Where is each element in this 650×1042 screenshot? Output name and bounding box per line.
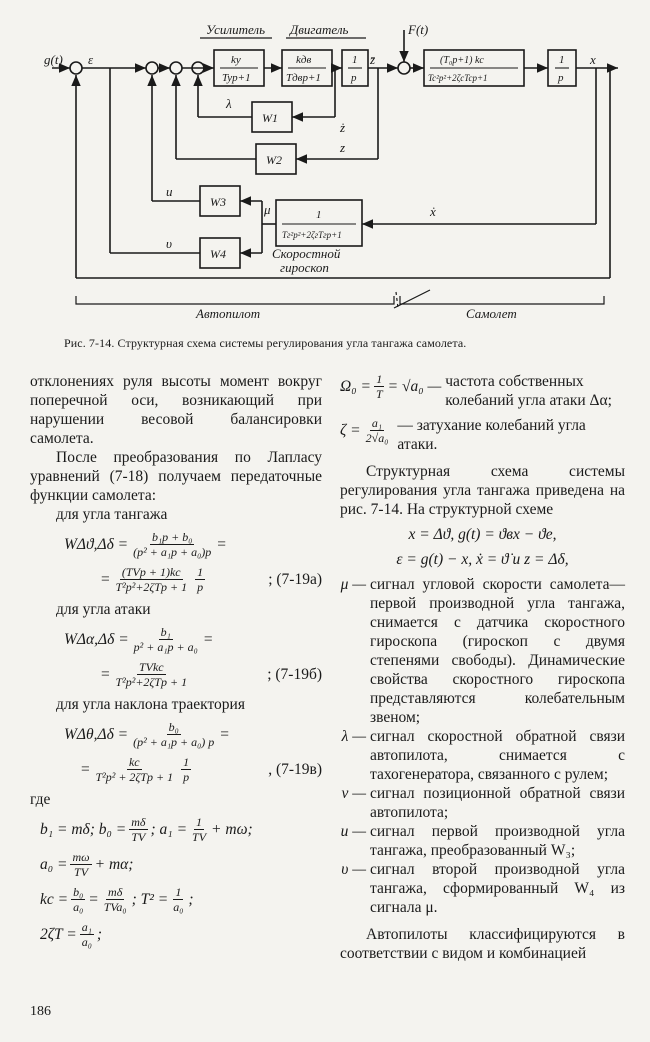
signal-z-bar: z̄ <box>370 52 376 67</box>
svg-text:Tдвp+1: Tдвp+1 <box>286 72 321 84</box>
autopilot-label: Автопилот <box>196 306 261 321</box>
subheading: для угла тангажа <box>56 506 168 523</box>
paragraph: отклонениях руля высоты момент вокруг поперечной оси, возникающий при нарушении весовой балансировки самолета. <box>30 373 322 447</box>
sum-junction-2 <box>146 62 158 74</box>
signal-eps: ε <box>88 52 94 67</box>
svg-text:W4: W4 <box>210 247 226 261</box>
subheading: для угла наклона траектория <box>56 696 245 713</box>
figure-caption: Рис. 7-14. Структурная схема системы регулирования угла тангажа самолета. <box>64 336 467 350</box>
coeff-line-2: a₀ = $\frac{m\omega}{TV}$ + mα; <box>40 850 134 879</box>
block-diagram <box>0 0 650 335</box>
signal-u: u <box>166 184 173 199</box>
signal-mu: μ <box>264 202 271 217</box>
paragraph: Структурная схема системы регулирования угла тангажа приведена на рис. 7-14. На структурной схеме <box>340 463 625 518</box>
notation-line-2: ε = g(t) − x, ẋ = ϑ̇ и z = Δδ, <box>396 551 569 568</box>
notation-line-1: x = Δϑ, g(t) = ϑвх − ϑе, <box>408 526 557 543</box>
where-label: где <box>30 791 51 808</box>
definition-nu: ν — сигнал позиционной обратной связи автопилота; <box>341 785 625 821</box>
sum-junction-1 <box>70 62 82 74</box>
airplane-label: Самолет <box>466 306 517 321</box>
definition-u: u — сигнал первой производной угла тангажа, преобразованный W₃; <box>340 823 625 859</box>
svg-text:W3: W3 <box>210 195 226 209</box>
svg-text:1: 1 <box>316 209 322 221</box>
sum-junction-5 <box>398 62 410 74</box>
definition-upsilon: υ — сигнал второй производной угла тангажа, сформированный W₄ из сигнала μ. <box>341 861 625 916</box>
amplifier-label: Усилитель <box>206 22 265 37</box>
page-number: 186 <box>30 1004 51 1019</box>
signal-F: F(t) <box>408 22 429 37</box>
omega-definition: Ω₀ = $\frac{1}{T}$ = √a₀ — частота собственных колебаний угла атаки Δα; <box>340 372 612 409</box>
svg-text:Tг²p²+2ζгTгp+1: Tг²p²+2ζгTгp+1 <box>282 230 342 240</box>
definition-lambda: λ — сигнал скоростной обратной связи автопилота, снимается с тахогенератора, связанного с рулем; <box>341 728 625 783</box>
equation-number: ; (7-19а) <box>268 571 322 588</box>
paragraph: После преобразования по Лапласу уравнений (7-18) получаем передаточные функции самолета: <box>30 449 322 504</box>
signal-x: x <box>590 52 596 67</box>
equation-7-19b-2: = $\frac{\text{TVkc}}{\text{T²p²+2ζTp + 1}}$ ; (7-19б) <box>100 660 322 689</box>
equation-7-19b-1: WΔα,Δδ = $\frac{\text{b₁}}{\text{p² + a₁p + a₀}}$ = <box>64 625 214 654</box>
engine-label: Двигатель <box>290 22 349 37</box>
zeta-definition: ζ = $\frac{\text{a₁}}{\text{2√a₀}}$ — затухание колебаний угла атаки. <box>340 416 586 453</box>
svg-text:1: 1 <box>352 54 358 66</box>
svg-text:p: p <box>558 72 564 84</box>
svg-text:ky: ky <box>231 54 241 66</box>
signal-g: g(t) <box>44 52 63 67</box>
sum-junction-3 <box>170 62 182 74</box>
svg-text:kдв: kдв <box>296 54 312 66</box>
rate-gyro-label-2: гироскоп <box>280 260 329 275</box>
equation-7-19v-2: = $\frac{kc}{\text{T²p² + 2ζTp + 1}}$ $\frac{1}{p}$ , (7-19в) <box>80 755 322 784</box>
definition-mu: μ — сигнал угловой скорости самолета—первой производной угла тангажа, снимается с датчика скоростного гироскопа (гироскоп с двумя степенями свободы). Динамические свойства скоростного гироскопа представляются колебательным звеном; <box>340 576 625 726</box>
signal-z-dot: ż <box>340 120 346 135</box>
signal-v: υ <box>166 236 172 251</box>
left-column <box>30 372 322 955</box>
svg-text:(T₀p+1) kc: (T₀p+1) kc <box>440 55 484 66</box>
coeff-line-3: kc = $\frac{\text{b₀}}{\text{a₀}}$ = $\frac{m\delta}{\text{TVa₀}}$ ; T² = $\frac{1}{\text{a₀}}$ ; <box>40 885 194 914</box>
svg-text:1: 1 <box>559 54 565 66</box>
right-column <box>340 372 625 963</box>
coeff-line-4: 2ζT = $\frac{\text{a₁}}{\text{a₀}}$ ; <box>40 920 103 949</box>
signal-lambda: λ <box>226 96 232 111</box>
equation-7-19a-2: = $\frac{\text{(TVp + 1)kc}}{\text{T²p²+2ζTp + 1}}$ $\frac{1}{p}$ ; (7-19а) <box>100 565 322 594</box>
coeff-line-1: b₁ = mδ; b₀ = $\frac{m\delta}{TV}$ ; a₁ = $\frac{1}{TV}$ + mω; <box>40 815 253 844</box>
equation-number: , (7-19в) <box>268 761 322 778</box>
equation-7-19a-1: WΔϑ,Δδ = $\frac{\text{b₁p + b₀}}{\text{(p² + a₁p + a₀)p}}$ = <box>64 530 227 559</box>
signal-z: z <box>340 140 346 155</box>
svg-text:Typ+1: Typ+1 <box>222 72 251 84</box>
svg-text:W2: W2 <box>266 153 282 167</box>
svg-text:W1: W1 <box>262 111 278 125</box>
subheading: для угла атаки <box>56 601 151 618</box>
rate-gyro-label-1: Скоростной <box>272 246 341 261</box>
paragraph: Автопилоты классифицируются в соответствии с видом и комбинацией <box>340 926 625 962</box>
signal-x-dot: ẋ <box>430 204 436 219</box>
equation-number: ; (7-19б) <box>267 666 322 683</box>
svg-text:Tc²p²+2ζcTcp+1: Tc²p²+2ζcTcp+1 <box>428 73 488 83</box>
svg-text:p: p <box>351 72 357 84</box>
equation-7-19v-1: WΔθ,Δδ = $\frac{\text{b₀}}{\text{(p² + a₁p + a₀) p}}$ = <box>64 720 230 749</box>
